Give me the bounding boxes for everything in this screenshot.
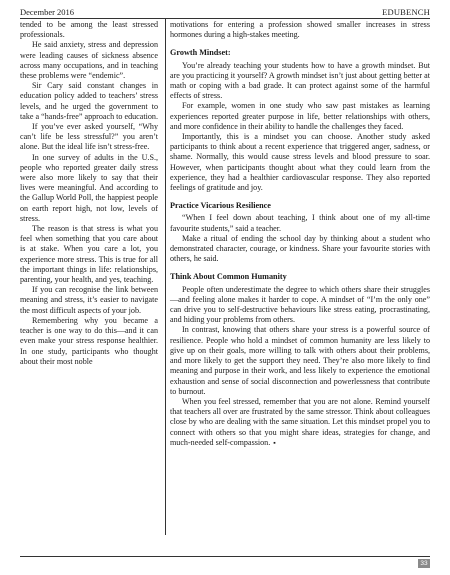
paragraph: Sir Cary said constant changes in education policy added to teachers’ stress levels, and he urged the government to take a “hands-free” approach to education. [20,81,158,121]
page-number: 33 [418,559,430,568]
paragraph: For example, women in one study who saw past mistakes as learning experiences reported greater purpose in life, better relationships with others, and more confidence in their ability to handle the challenges they faced. [170,101,430,131]
paragraph: Make a ritual of ending the school day by thinking about a student who demonstrated character, courage, or kindness. Share your favourite stories with others, he said. [170,233,430,264]
paragraph: Importantly, this is a mindset you can choose. Another study asked participants to think about a recent experience that triggered anger, sadness, or shame. Normally, this would cause stress levels and blood pressure to soar. However, when participants thought about what they could learn from the experience, they had a healthier cardiovascular response. They also reported feelings of gratitude and joy. [170,132,430,193]
paragraph: He said anxiety, stress and depression were leading causes of sickness absence across many occupations, and in teaching these problems were “endemic”. [20,40,158,81]
left-column [20,20,158,367]
paragraph: In one survey of adults in the U.S., people who reported greater daily stress were also more likely to say that their lives were meaningful. And according to the Gallup World Poll, the happiest people on earth report high, not low, levels of stress. [20,152,158,223]
last-paragraph [170,397,430,448]
column-divider [165,19,166,535]
right-column [170,20,430,448]
paragraph: If you can recognise the link between meaning and stress, it’s easier to navigate the most difficult aspects of your job. [20,285,158,315]
end-of-article-mark: ▪ [273,438,276,447]
paragraph: “When I feel down about teaching, I think about one of my all-time favourite students,” said a teacher. [170,213,430,233]
paragraph: You’re already teaching your students how to have a growth mindset. But are you practicing it yourself? A growth mindset isn’t just about getting better at math or coping with a bad grade. It can protect against some of the harmful effects of stress. [170,60,430,101]
section-heading-common-humanity: Think About Common Humanity [170,272,287,282]
footer-rule [20,556,430,557]
paragraph: tended to be among the least stressed professionals. [20,20,158,40]
issue-date: December 2016 [20,7,75,17]
header-rule [20,18,430,19]
paragraph: The reason is that stress is what you feel when something that you care about is at stake. When you care a lot, you experience more stress. This is true for all the important things in life: relationships, parenting, your health, and yes, teaching. [20,224,158,285]
section-heading-growth-mindset: Growth Mindset: [170,48,231,58]
publication-name: EDUBENCH [382,7,430,17]
section-heading-vicarious-resilience: Practice Vicarious Resilience [170,201,271,211]
paragraph: If you’ve ever asked yourself, “Why can’t life be less stressful?” you aren’t alone. But the ideal life isn’t stress-free. [20,122,158,152]
paragraph: In contrast, knowing that others share your stress is a powerful source of resilience. People who hold a mindset of common humanity are less likely to give up on their goals, more willing to talk with others about their problems, and more likely to get the support they need. They’re also more likely to find meaning and purpose in their work, and less likely to experience the emotional exhaustion and sense of social disconnection and powerlessness that contribute to burnout. [170,325,430,396]
paragraph: motivations for entering a profession showed smaller increases in stress hormones during a high-stakes meeting. [170,20,430,40]
paragraph: People often underestimate the degree to which others share their struggles—and feeling alone makes it harder to cope. A mindset of “I’m the only one” can drive you to self-destructive behaviours like stress eating, procrastinating, and hiding your problems from others. [170,284,430,325]
running-header [20,5,430,19]
paragraph: Remembering why you became a teacher is one way to do this—and it can even make your stress response healthier. In one study, participants who thought about their most noble [20,315,158,366]
paragraph-text: When you feel stressed, remember that you are not alone. Remind yourself that teachers all over are frustrated by the same stressor. Think about colleagues close by who are dealing with the same situation. Let this mindset propel you to connect with others so that you might share ideas, strategies for change, and much-needed self-compassion. [170,396,430,447]
